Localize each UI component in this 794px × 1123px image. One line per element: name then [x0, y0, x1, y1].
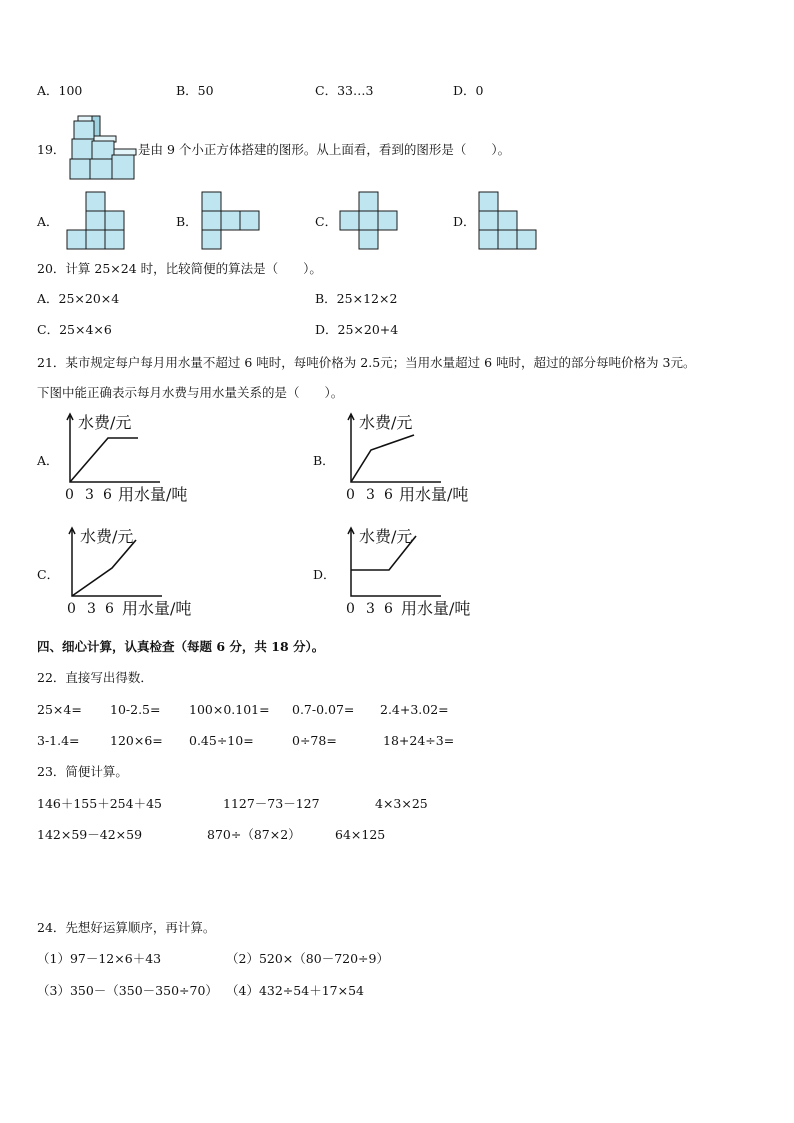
graph-c-tick-6: 6: [105, 601, 114, 617]
q20-option-c: C．25×4×6: [37, 322, 112, 337]
q19-cube-stack-image: [68, 113, 140, 183]
graph-b-x-label: 用水量/吨: [399, 485, 469, 504]
q20-option-a: A．25×20×4: [37, 291, 120, 306]
graph-c-line: [72, 540, 136, 596]
graph-c-x-label: 用水量/吨: [122, 599, 192, 618]
q19-option-c-grid: [340, 191, 398, 249]
graph-d-tick-3: 3: [366, 601, 375, 617]
graph-b-line: [351, 435, 414, 482]
q20-option-d: D．25×20+4: [315, 322, 399, 337]
graph-a-line: [70, 438, 138, 482]
q22-item: 18+24÷3=: [383, 733, 455, 748]
q23-item: 146＋155＋254＋45: [37, 796, 162, 811]
graph-c-tick-0: 0: [67, 601, 76, 617]
graph-b-y-label: 水费/元: [359, 413, 413, 432]
q19-option-c-label: C．: [315, 214, 338, 229]
graph-b-tick-0: 0: [346, 487, 355, 503]
q19-option-b-grid: [202, 191, 260, 249]
section-4-title: 四、细心计算，认真检查（每题 6 分，共 18 分）。: [37, 639, 325, 654]
q24-item-4: （4）432÷54＋17×54: [226, 983, 364, 998]
q19-question-text: 是由 9 个小正方体搭建的图形。从上面看，看到的图形是（ ）。: [138, 142, 511, 157]
q19-option-a-grid: [67, 191, 125, 249]
graph-d-x-label: 用水量/吨: [401, 599, 471, 618]
graph-a-tick-6: 6: [103, 487, 112, 503]
graph-d-tick-6: 6: [384, 601, 393, 617]
q19-option-d-label: D．: [453, 214, 476, 229]
q19-number: 19．: [37, 142, 66, 157]
graph-b-tick-3: 3: [366, 487, 375, 503]
q22-item: 0.45÷10=: [189, 733, 254, 748]
q22-item: 10-2.5=: [110, 702, 161, 717]
q21-option-a-label: A．: [37, 453, 59, 468]
q22-item: 25×4=: [37, 702, 82, 717]
q21-option-c-label: C．: [37, 567, 60, 582]
q21-graph-a: [60, 408, 210, 508]
q21-graph-d: [341, 522, 491, 622]
graph-c-tick-3: 3: [87, 601, 96, 617]
q24-item-2: （2）520×（80－720÷9）: [226, 951, 389, 966]
q22-item: 120×6=: [110, 733, 163, 748]
graph-c-y-label: 水费/元: [80, 527, 134, 546]
graph-a-x-label: 用水量/吨: [118, 485, 188, 504]
q22-item: 100×0.101=: [189, 702, 270, 717]
q21-option-b-label: B．: [313, 453, 335, 468]
q21-graph-c: [62, 522, 212, 622]
q23-item: 142×59－42×59: [37, 827, 143, 842]
graph-b-tick-6: 6: [384, 487, 393, 503]
q19-option-d-grid: [479, 191, 537, 249]
q18-option-b: B．50: [176, 83, 214, 98]
graph-a-tick-0: 0: [65, 487, 74, 503]
q20-question-text: 20．计算 25×24 时，比较简便的算法是（ ）。: [37, 261, 322, 276]
q23-item: 4×3×25: [375, 796, 428, 811]
q22-title: 22．直接写出得数．: [37, 670, 153, 685]
q18-option-c: C．33…3: [315, 83, 374, 98]
q23-item: 64×125: [335, 827, 386, 842]
q23-title: 23．简便计算。: [37, 764, 128, 779]
q24-item-3: （3）350－（350－350÷70）: [37, 983, 218, 998]
q21-option-d-label: D．: [313, 567, 336, 582]
q24-item-1: （1）97－12×6＋43: [37, 951, 162, 966]
q24-title: 24．先想好运算顺序，再计算。: [37, 920, 216, 935]
q22-item: 0÷78=: [292, 733, 337, 748]
q21-question-line2: 下图中能正确表示每月水费与用水量关系的是（ ）。: [37, 385, 344, 400]
graph-a-y-label: 水费/元: [78, 413, 132, 432]
q23-item: 870÷（87×2）: [207, 827, 301, 842]
q22-item: 3-1.4=: [37, 733, 80, 748]
q22-item: 2.4+3.02=: [380, 702, 449, 717]
q19-option-b-label: B．: [176, 214, 198, 229]
q23-item: 1127－73－127: [223, 796, 320, 811]
q21-question-line1: 21．某市规定每户每月用水量不超过 6 吨时，每吨价格为 2.5元；当用水量超过 6 吨时，超过的部分每吨价格为 3元。: [37, 355, 696, 370]
q18-option-a: A．100: [37, 83, 83, 98]
q19-option-a-label: A．: [37, 214, 59, 229]
graph-d-tick-0: 0: [346, 601, 355, 617]
graph-a-tick-3: 3: [85, 487, 94, 503]
q20-option-b: B．25×12×2: [315, 291, 398, 306]
graph-d-y-label: 水费/元: [359, 527, 413, 546]
q18-option-d: D．0: [453, 83, 484, 98]
q22-item: 0.7-0.07=: [292, 702, 355, 717]
q21-graph-b: [341, 408, 491, 508]
